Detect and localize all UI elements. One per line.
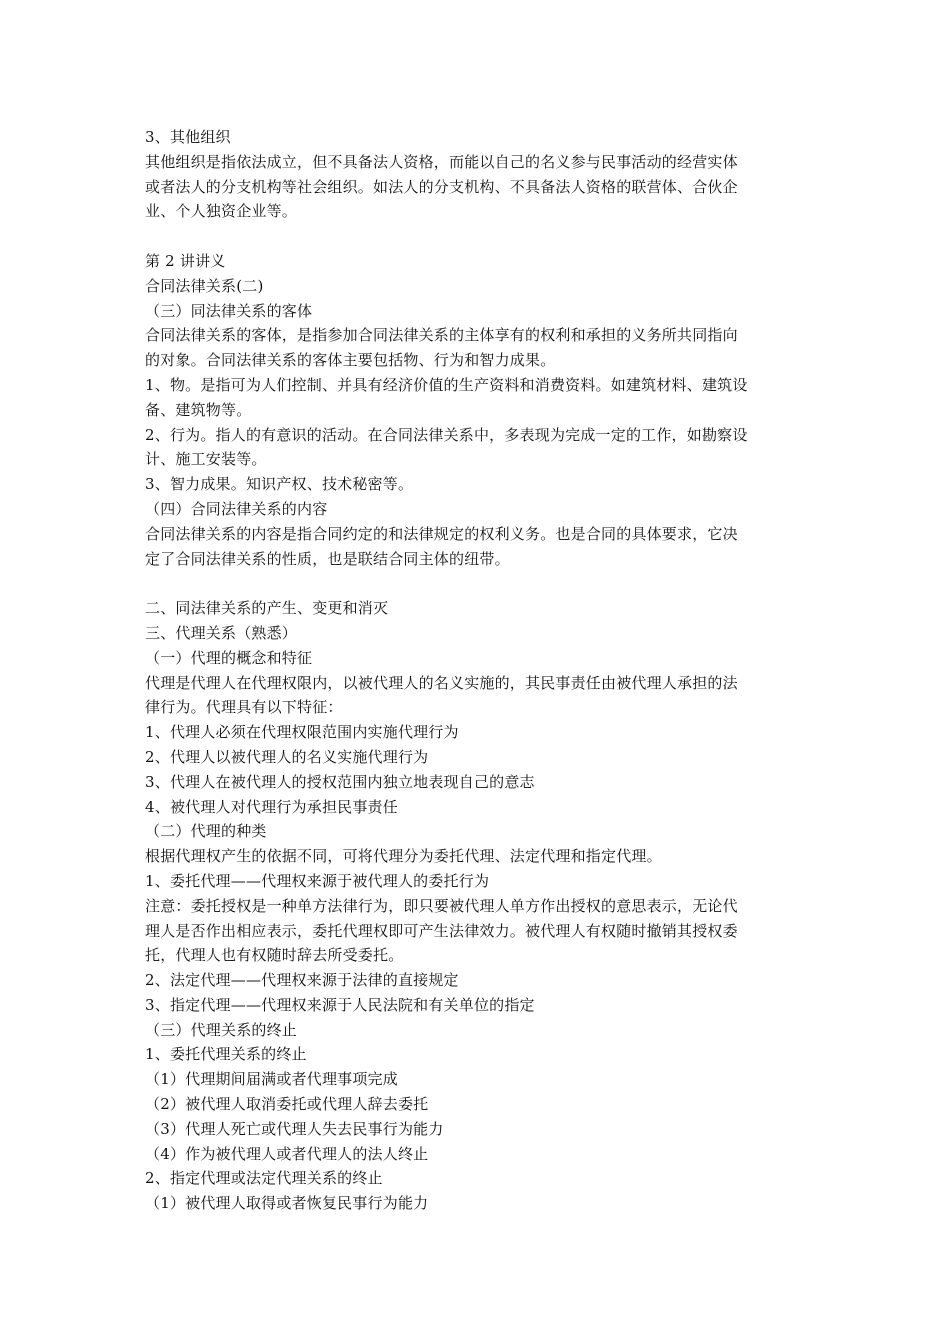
- list-item: （1）被代理人取得或者恢复民事行为能力: [145, 1194, 429, 1213]
- list-item: （2）被代理人取消委托或代理人辞去委托: [145, 1095, 429, 1114]
- blank-line: [145, 224, 807, 249]
- document-body: [145, 125, 807, 1216]
- list-item: 2、指定代理或法定代理关系的终止: [145, 1169, 383, 1188]
- text-line: 业、个人独资企业等。: [145, 202, 298, 221]
- text-line: 定了合同法律关系的性质，也是联结合同主体的纽带。: [145, 549, 510, 568]
- blank-line: [145, 571, 807, 596]
- list-item: 1、委托代理——代理权来源于被代理人的委托行为: [145, 871, 490, 890]
- text-line: 3、其他组织: [145, 128, 231, 146]
- text-line: 合同法律关系的内容是指合同约定的和法律规定的权利义务。也是合同的具体要求，它决: [145, 524, 738, 543]
- list-item: 2、代理人以被代理人的名义实施代理行为: [145, 747, 429, 766]
- subsection-heading: （二）代理的种类: [145, 822, 267, 841]
- text-line: 的对象。合同法律关系的客体主要包括物、行为和智力成果。: [145, 351, 556, 370]
- text-line: 计、施工安装等。: [145, 450, 267, 469]
- text-line: 合同法律关系的客体，是指参加合同法律关系的主体享有的权利和承担的义务所共同指向: [145, 326, 738, 345]
- subsection-heading: （四）合同法律关系的内容: [145, 499, 328, 518]
- list-item: 4、被代理人对代理行为承担民事责任: [145, 797, 398, 816]
- text-line: 律行为。代理具有以下特征：: [145, 698, 343, 717]
- list-item: （1）代理期间届满或者代理事项完成: [145, 1070, 398, 1089]
- text-line: 根据代理权产生的依据不同，可将代理分为委托代理、法定代理和指定代理。: [145, 847, 662, 866]
- text-line: 2、行为。指人的有意识的活动。在合同法律关系中，多表现为完成一定的工作，如勘察设: [145, 425, 748, 444]
- text-line: 代理是代理人在代理权限内，以被代理人的名义实施的，其民事责任由被代理人承担的法: [145, 673, 738, 692]
- list-item: 2、法定代理——代理权来源于法律的直接规定: [145, 971, 459, 990]
- subsection-heading: （三）同法律关系的客体: [145, 301, 313, 320]
- text-line: 或者法人的分支机构等社会组织。如法人的分支机构、不具备法人资格的联营体、合伙企: [145, 177, 738, 196]
- text-line: 注意：委托授权是一种单方法律行为，即只要被代理人单方作出授权的意思表示，无论代: [145, 896, 738, 915]
- text-line: 1、物。是指可为人们控制、并具有经济价值的生产资料和消费资料。如建筑材料、建筑设: [145, 375, 748, 394]
- list-item: 3、指定代理——代理权来源于人民法院和有关单位的指定: [145, 995, 535, 1014]
- lecture-heading: 第 2 讲讲义: [145, 251, 226, 270]
- text-line: 理人是否作出相应表示，委托代理权即可产生法律效力。被代理人有权随时撤销其授权委: [145, 921, 738, 940]
- list-item: 1、代理人必须在代理权限范围内实施代理行为: [145, 723, 459, 742]
- list-item: （4）作为被代理人或者代理人的法人终止: [145, 1144, 429, 1163]
- section-heading: 三、代理关系（熟悉）: [145, 623, 298, 642]
- text-line: 托，代理人也有权随时辞去所受委托。: [145, 946, 404, 965]
- text-line: 3、智力成果。知识产权、技术秘密等。: [145, 475, 414, 494]
- subsection-heading: （一）代理的概念和特征: [145, 648, 313, 667]
- subsection-heading: （三）代理关系的终止: [145, 1020, 298, 1039]
- list-item: 1、委托代理关系的终止: [145, 1045, 307, 1064]
- text-line: 其他组织是指依法成立，但不具备法人资格，而能以自己的名义参与民事活动的经营实体: [145, 152, 738, 171]
- list-item: （3）代理人死亡或代理人失去民事行为能力: [145, 1119, 444, 1138]
- section-heading: 合同法律关系(二): [145, 276, 264, 295]
- list-item: 3、代理人在被代理人的授权范围内独立地表现自己的意志: [145, 772, 535, 791]
- section-heading: 二、同法律关系的产生、变更和消灭: [145, 599, 389, 618]
- text-line: 备、建筑物等。: [145, 400, 252, 419]
